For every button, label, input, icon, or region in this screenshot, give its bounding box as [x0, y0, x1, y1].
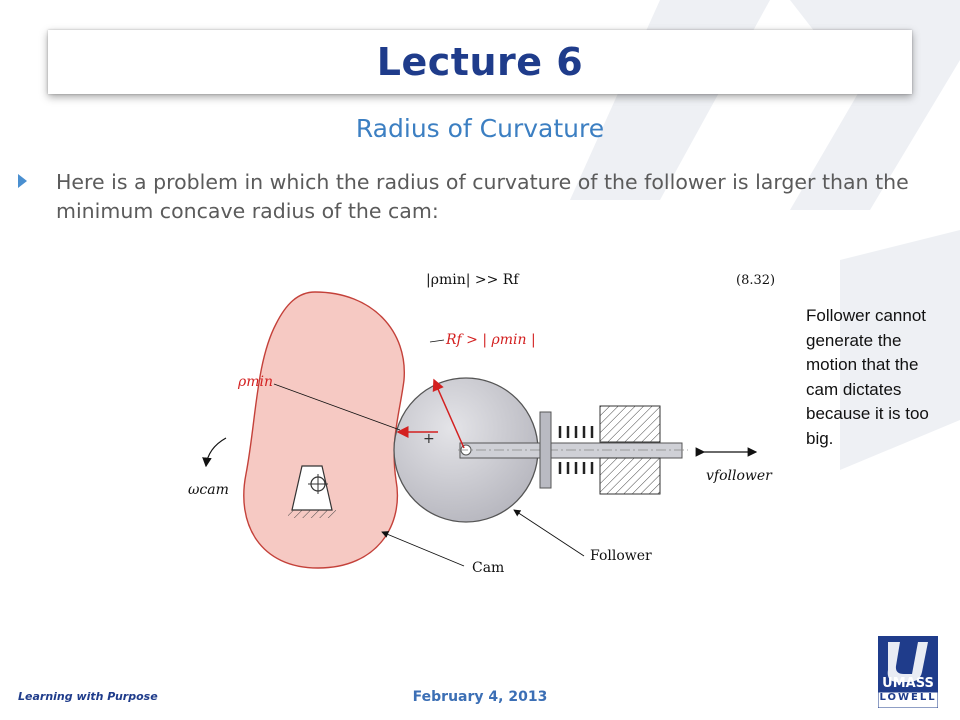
bullet-arrow-icon: [18, 174, 27, 188]
equation-label: |ρmin| >> Rf: [426, 272, 519, 288]
footer-date: February 4, 2013: [412, 689, 548, 705]
omega-cam-label: ωcam: [188, 482, 229, 498]
logo-text-lowell: LOWELL: [879, 692, 937, 703]
v-follower-label: vfollower: [706, 468, 772, 484]
footer-tagline: Learning with Purpose: [18, 690, 158, 703]
title-bar: [48, 30, 912, 94]
rho-min-label: ρmin: [238, 374, 273, 390]
cam-follower-figure: [168, 262, 792, 598]
svg-text:+: +: [423, 431, 435, 447]
side-note: Follower cannot generate the motion that the cam dictates because it is too big.: [806, 306, 929, 448]
rf-compare-label: Rf > | ρmin |: [446, 332, 536, 348]
bullet-text: Here is a problem in which the radius of curvature of the follower is larger than the minimum concave radius of the cam:: [56, 170, 909, 223]
cam-follower-diagram: [168, 262, 792, 598]
equation-number: (8.32): [736, 273, 776, 288]
follower-stem: [460, 443, 682, 458]
umass-lowell-logo: [878, 636, 938, 708]
cam-profile: [244, 292, 405, 568]
follower-collar: [540, 412, 551, 488]
rotation-arrow: [206, 438, 226, 466]
follower-label: Follower: [590, 548, 652, 564]
slide-title: Lecture 6: [376, 40, 584, 84]
slide-subtitle: Radius of Curvature: [355, 114, 605, 143]
logo-text-umass: UMASS: [882, 676, 934, 691]
cam-label: Cam: [472, 560, 505, 576]
